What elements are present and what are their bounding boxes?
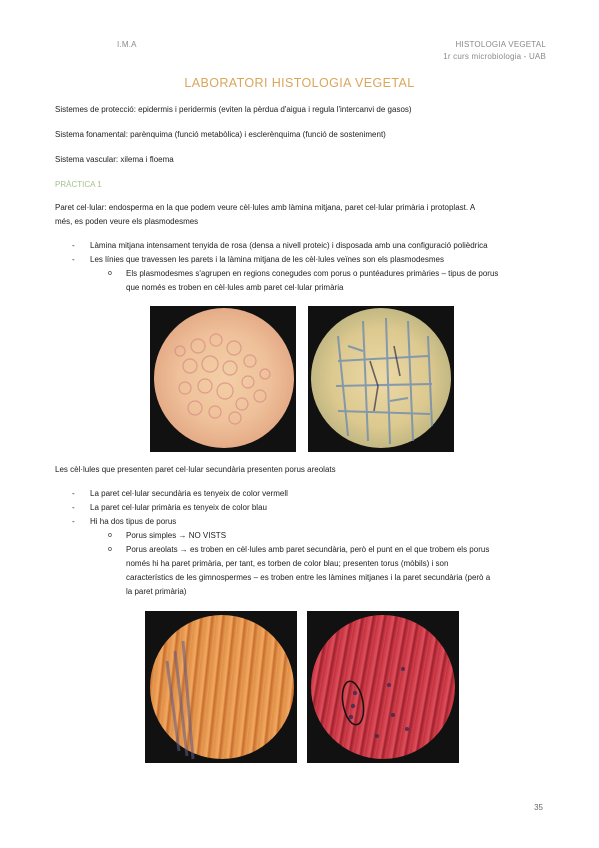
intro-protection: Sistemes de protecció: epidermis i peridermis (eviten la pèrdua d'aigua i regula l'intercanvi de gasos) bbox=[55, 105, 412, 114]
areolate-line-3: característics de les gimnospermes – es troben entre les làmines mitjanes i la paret secundària (però a bbox=[126, 573, 491, 582]
list-item-text: La paret cel·lular primària es tenyeix de color blau bbox=[90, 503, 267, 512]
secondary-wall-intro: Les cèl·lules que presenten paret cel·lular secundària presenten porus areolats bbox=[55, 465, 336, 474]
circle-marker: o bbox=[108, 546, 112, 553]
list-item-text: Làmina mitjana intensament tenyida de rosa (densa a nivell proteic) i disposada amb una configuració polièdrica bbox=[90, 241, 488, 250]
simple-pores-label: Porus simples bbox=[126, 531, 179, 540]
dash-marker: - bbox=[72, 503, 75, 512]
intro-vascular: Sistema vascular: xilema i floema bbox=[55, 155, 174, 164]
areolate-line-1: Porus areolats → es troben en cèl·lules amb paret secundària, però el punt en el que trobem els porus bbox=[126, 545, 490, 554]
header-subject: HISTOLOGIA VEGETAL bbox=[455, 40, 546, 49]
sub-item-line-1: Els plasmodesmes s'agrupen en regions conegudes com porus o puntéadures primàries – tipus de porus bbox=[126, 269, 499, 278]
list-item-text: Hi ha dos tipus de porus bbox=[90, 517, 177, 526]
micrograph-areolate-pores bbox=[307, 611, 459, 763]
intro-fundamental: Sistema fonamental: parènquima (funció metabòlica) i esclerènquima (funció de sosteniment) bbox=[55, 130, 386, 139]
header-course: 1r curs microbiologia - UAB bbox=[443, 52, 546, 61]
micrograph-endosperm bbox=[150, 306, 296, 452]
sub-item-text bbox=[126, 529, 226, 543]
list-item-text: La paret cel·lular secundària es tenyeix de color vermell bbox=[90, 489, 288, 498]
page-title: LABORATORI HISTOLOGIA VEGETAL bbox=[184, 76, 415, 90]
dash-marker: - bbox=[72, 241, 75, 250]
cell-pattern-overlay bbox=[150, 306, 296, 452]
areolate-line-2: només hi ha paret primària, per tant, es torben de color blau; presenten torus (mòbils) i son bbox=[126, 559, 449, 568]
not-seen-label: NO VISTS bbox=[186, 531, 227, 540]
paragraph-line-2: més, es poden veure els plasmodesmes bbox=[55, 217, 199, 226]
cell-wall-overlay bbox=[308, 306, 454, 452]
arrow-icon: → bbox=[178, 531, 187, 540]
dash-marker: - bbox=[72, 517, 75, 526]
micrograph-plasmodesmata bbox=[308, 306, 454, 452]
areolate-line-4: la paret primària) bbox=[126, 587, 187, 596]
circle-marker: o bbox=[108, 532, 112, 539]
header-initials: I.M.A bbox=[117, 40, 137, 49]
paragraph-line-1: Paret cel·lular: endosperma en la que podem veure cèl·lules amb làmina mitjana, paret cel·lular primària i protoplast. A bbox=[55, 203, 476, 212]
dash-marker: - bbox=[72, 489, 75, 498]
fiber-overlay bbox=[145, 611, 297, 763]
pore-overlay bbox=[307, 611, 459, 763]
dash-marker: - bbox=[72, 255, 75, 264]
section-heading: PRÀCTICA 1 bbox=[55, 180, 102, 189]
page-number: 35 bbox=[534, 803, 543, 812]
micrograph-secondary-wall bbox=[145, 611, 297, 763]
circle-marker: o bbox=[108, 270, 112, 277]
sub-item-line-2: que només es troben en cèl·lules amb paret cel·lular primària bbox=[126, 283, 344, 292]
list-item-text: Les línies que travessen les parets i la làmina mitjana de les cèl·lules veïnes son els plasmodesmes bbox=[90, 255, 444, 264]
